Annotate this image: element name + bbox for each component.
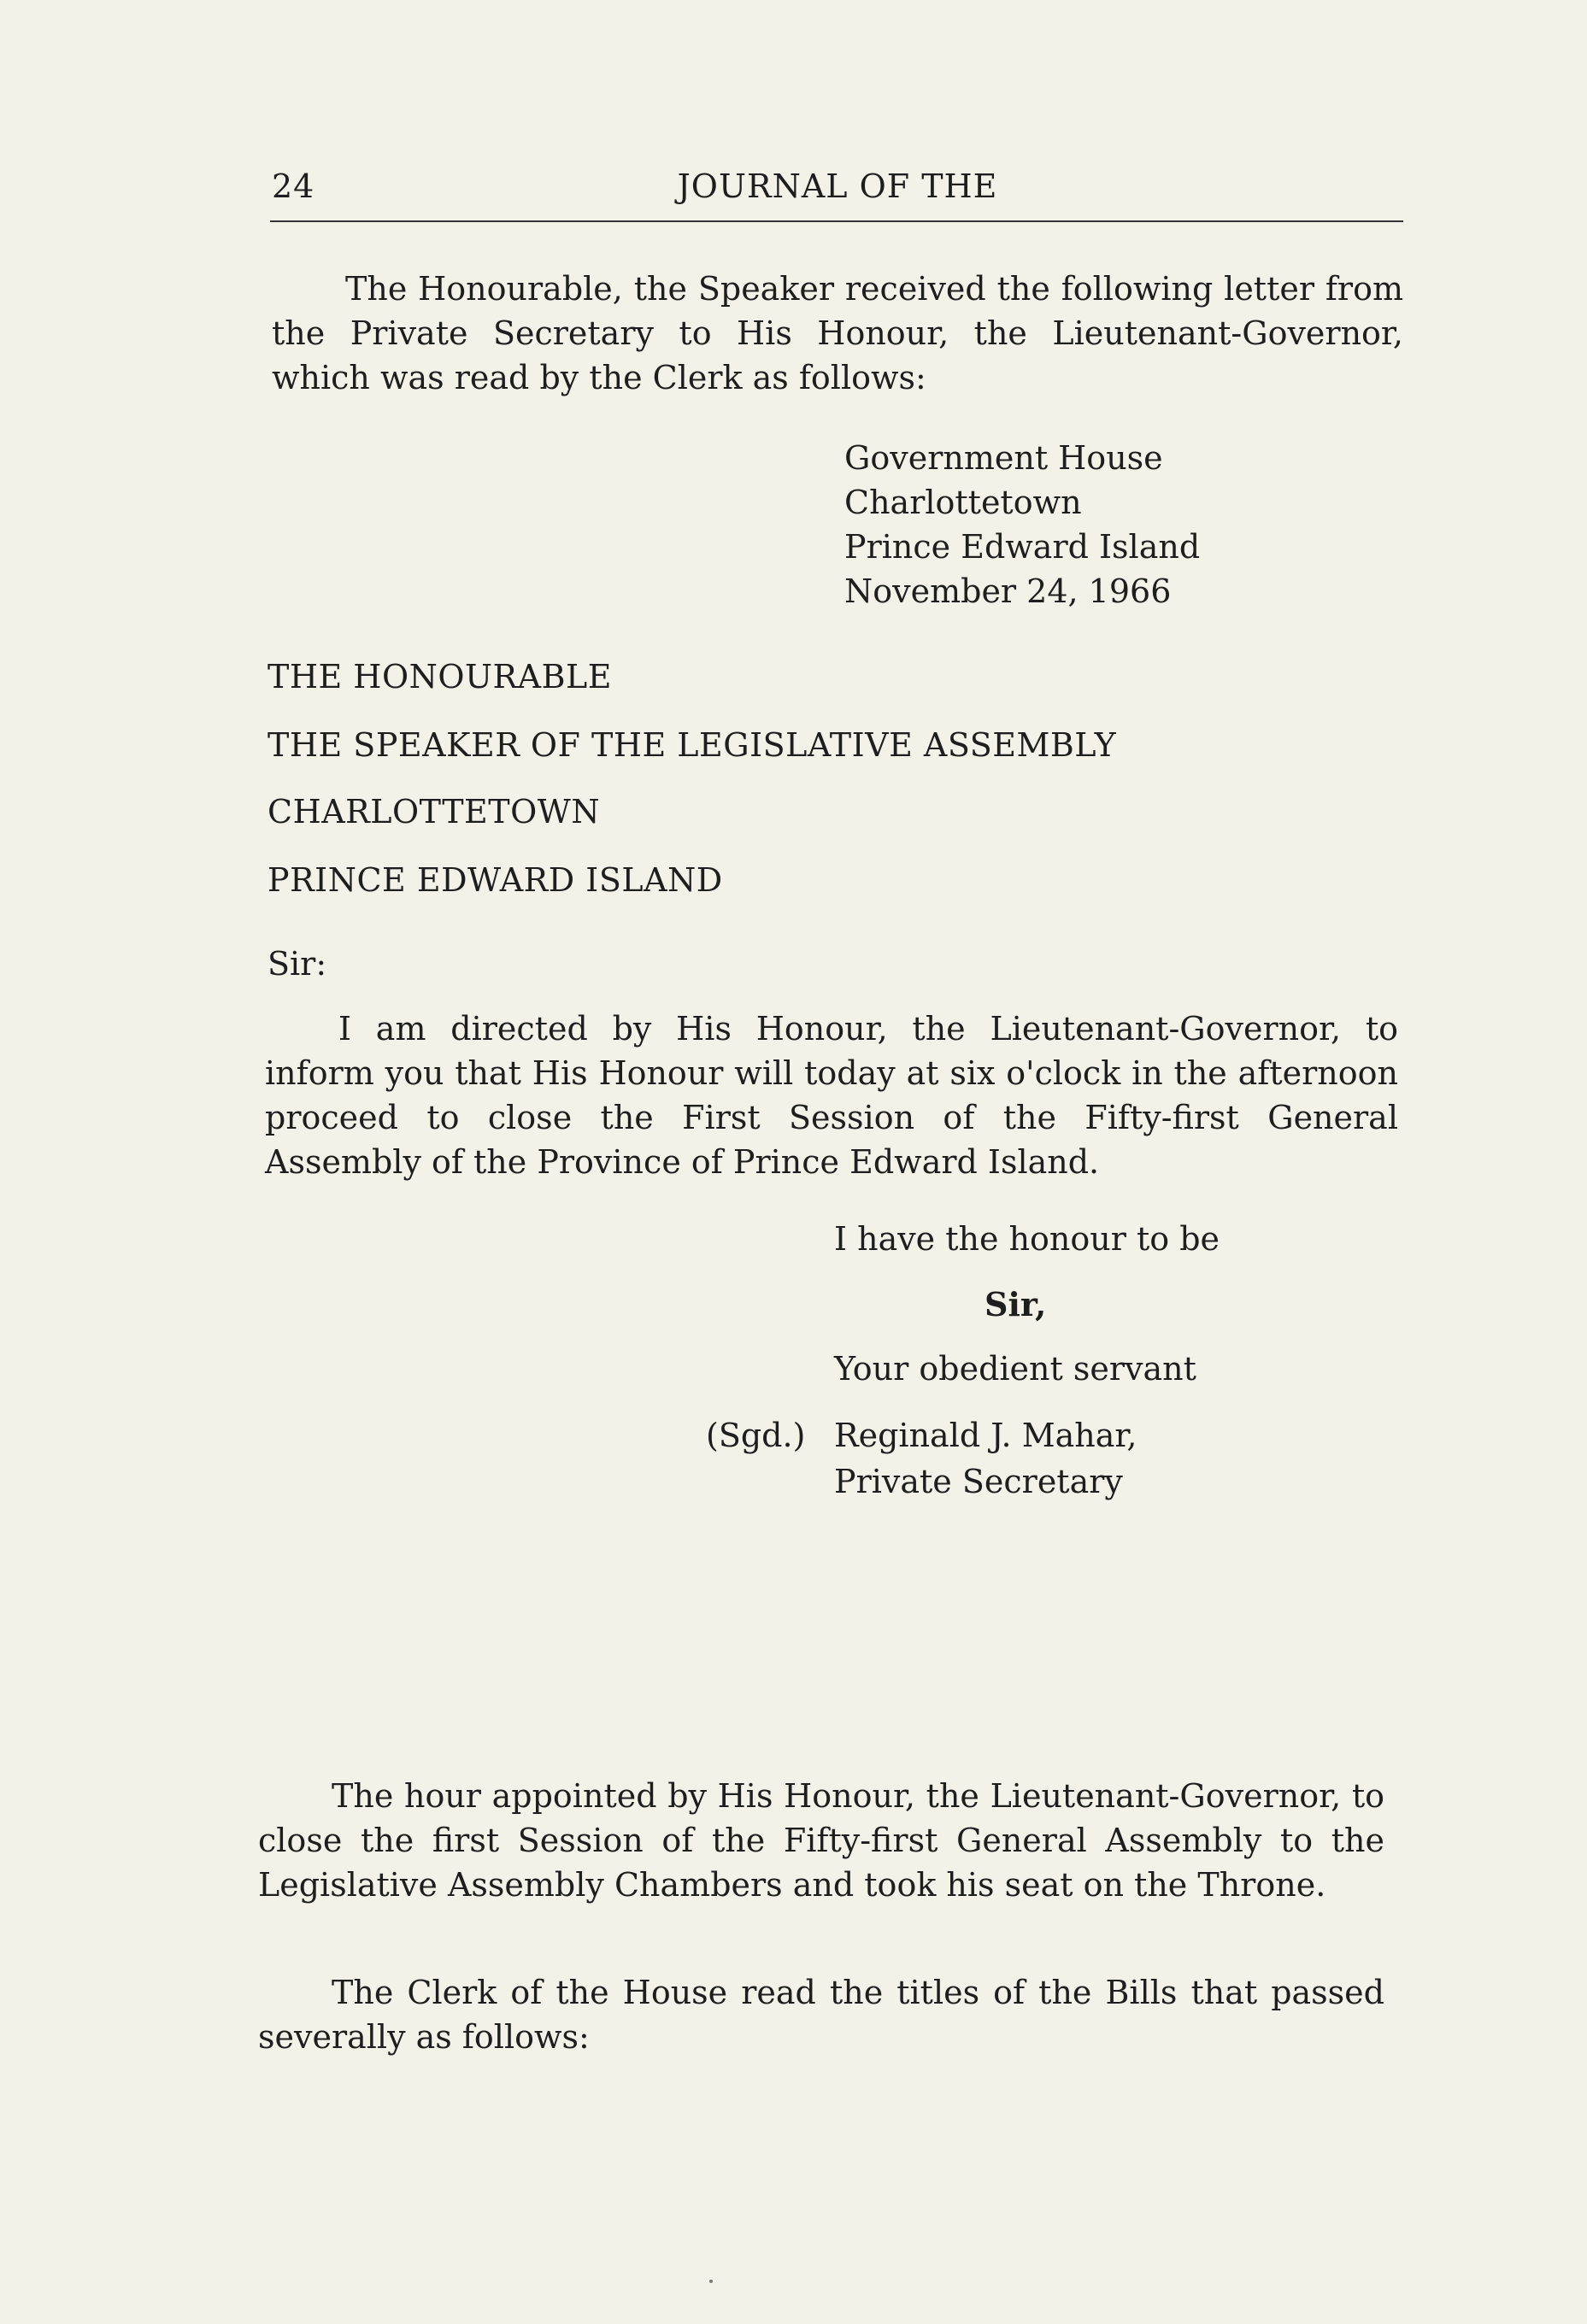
address-line-province: Prince Edward Island [844, 528, 1201, 566]
letter-body-paragraph: I am directed by His Honour, the Lieutenant-Governor, to inform you that His Honour will today at six o'clock in the afternoon proceed to close the First Session of the Fifty-first General Assembly of the Province of Prince Edward Island. [265, 1010, 1398, 1181]
closing-sir-line: Sir, [985, 1285, 1047, 1323]
recipient-line-province: PRINCE EDWARD ISLAND [267, 861, 723, 899]
address-line-city: Charlottetown [844, 484, 1082, 521]
salutation: Sir: [267, 945, 327, 983]
page-number: 24 [272, 167, 315, 205]
recipient-line-honourable: THE HONOURABLE [267, 658, 612, 695]
signed-marker: (Sgd.) [706, 1417, 806, 1454]
closing-servant-line: Your obedient servant [834, 1350, 1196, 1388]
header-rule [270, 220, 1403, 222]
signer-name: Reginald J. Mahar, [834, 1417, 1137, 1454]
letter-date: November 24, 1966 [844, 572, 1172, 610]
intro-paragraph: The Honourable, the Speaker received the following letter from the Private Secretary to His Honour, the Lieutenant-Governor, which was read by the Clerk as follows: [272, 270, 1403, 396]
running-header-title: JOURNAL OF THE [677, 167, 998, 205]
clerk-reading-paragraph: The Clerk of the House read the titles of the Bills that passed severally as follows: [258, 1974, 1384, 2056]
sender-address-block [844, 436, 1200, 613]
paper-speck [709, 2280, 713, 2283]
signer-title: Private Secretary [834, 1463, 1123, 1500]
recipient-line-speaker: THE SPEAKER OF THE LEGISLATIVE ASSEMBLY [267, 726, 1117, 764]
recipient-line-city: CHARLOTTETOWN [267, 793, 601, 830]
hour-appointed-paragraph: The hour appointed by His Honour, the Lieutenant-Governor, to close the first Session of the Fifty-first General Assembly to the Legislative Assembly Chambers and took his seat on the Throne. [258, 1777, 1384, 1904]
closing-honour-line: I have the honour to be [834, 1220, 1220, 1258]
address-line-government-house: Government House [844, 439, 1163, 477]
